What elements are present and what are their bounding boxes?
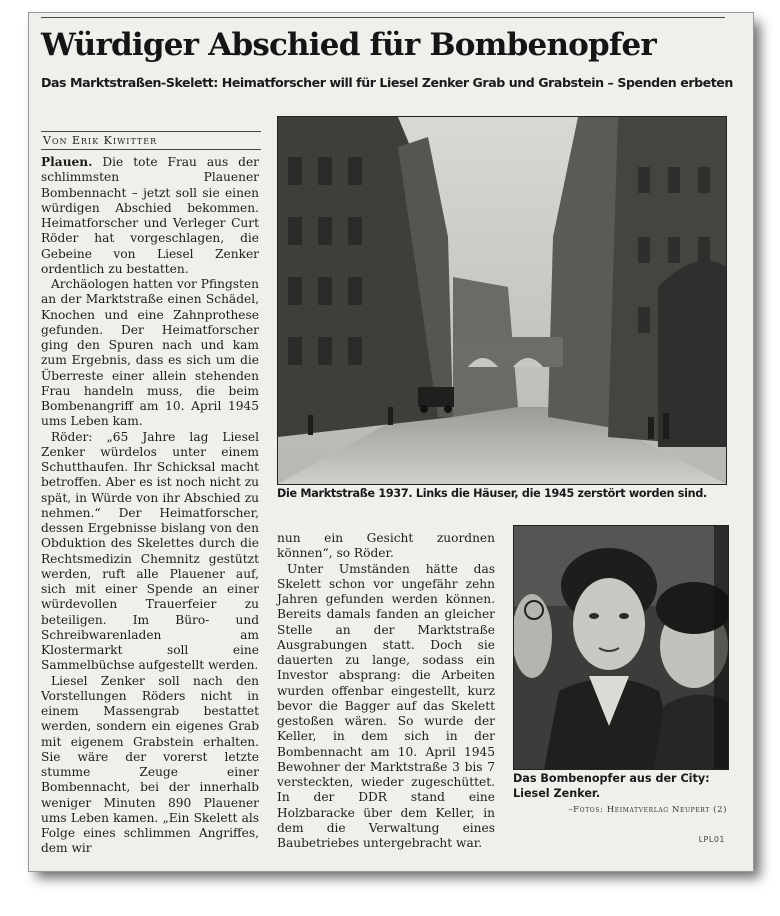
subheadline: Das Marktstraßen-Skelett: Heimatforscher will für Liesel Zenker Grab und Grabstein – Spenden erbeten [41,75,733,90]
headline: Würdiger Abschied für Bombenopfer [41,27,656,63]
paragraph: Unter Umständen hätte das Skelett schon vor ungefähr zehn Jahren gefunden werden können. Bereits damals fanden an gleicher Stelle an der Marktstraße Ausgrabungen statt. Doch sie dauerten zu lange, sodass ein Investor absprang: die Arbeiten wurden offenbar eingestellt, kurz bevor die Bagger auf das Skelett gestoßen wären. So wurde der Keller, in dem sich in der Bombennacht am 10. April 1945 Bewohner der Marktstraße 3 bis 7 versteckten, wieder zugeschüttet. In der DDR stand eine Holzbaracke über dem Keller, in dem die Verwaltung eines Baubetriebes untergebracht war. [277,561,495,850]
street-photo [277,116,727,485]
paragraph-text: Die tote Frau aus der schlimmsten Plauener Bombennacht – jetzt soll sie einen würdigen Abschied bekommen. Heimatforscher und Verleger Curt Röder hat vorgeschlagen, die Gebeine von Liesel Zenker ordentlich zu bestatten. [41,155,259,276]
dateline: Plauen. [41,155,93,169]
paragraph: Archäologen hatten vor Pfingsten an der Marktstraße einen Schädel, Knochen und eine Zahnprothese gefunden. Der Heimatforscher ging den Spuren nach und kam zum Ergebnis, dass es sich um die Überreste einer allein stehenden Frau handeln muss, die beim Bombenangriff am 10. April 1945 ums Leben kam. [41,277,259,429]
portrait-photo [513,525,729,770]
byline: Von Erik Kiwitter [41,131,261,150]
street-photo-image [278,117,726,484]
photo-credit: –Fotos: Heimatverlag Neupert (2) [568,805,727,815]
newspaper-clipping [28,12,754,872]
portrait-photo-caption: Das Bombenopfer aus der City: Liesel Zenker. [513,772,710,800]
paragraph [41,155,259,277]
paragraph: Liesel Zenker soll nach den Vorstellungen Röders nicht in einem Massengrab bestattet werden, sondern ein eigenes Grab mit eigenem Grabstein erhalten. Sie wäre der vorerst letzte stumme Zeuge einer Bombennacht, bei der innerhalb weniger Minuten 890 Plauener ums Leben kamen. „Ein Skelett als Folge eines schlimmen Angriffes, dem wir [41,673,259,856]
portrait-photo-image [514,526,728,769]
street-photo-caption: Die Marktstraße 1937. Links die Häuser, die 1945 zerstört worden sind. [277,487,708,500]
paragraph: Röder: „65 Jahre lag Liesel Zenker würdelos unter einem Schutthaufen. Ihr Schicksal macht betroffen. Aber es ist noch nicht zu spät, in Würde von ihr Abschied zu nehmen.“ Der Heimatforscher, dessen Ergebnisse bislang von den Obduktion des Skelettes durch die Rechtsmedizin Chemnitz gestützt werden, ruft alle Plauener auf, sich mit einer Spende an einer würdevollen Trauerfeier zu beteiligen. Im Büro- und Schreibwarenladen am Klostermarkt soll eine Sammelbüchse aufgestellt werden. [41,429,259,673]
article-column-2 [277,531,495,851]
article-column-1 [41,155,259,857]
paragraph: nun ein Gesicht zuordnen können“, so Röder. [277,531,495,561]
top-rule [41,17,725,18]
page-code: LPL01 [698,835,725,844]
